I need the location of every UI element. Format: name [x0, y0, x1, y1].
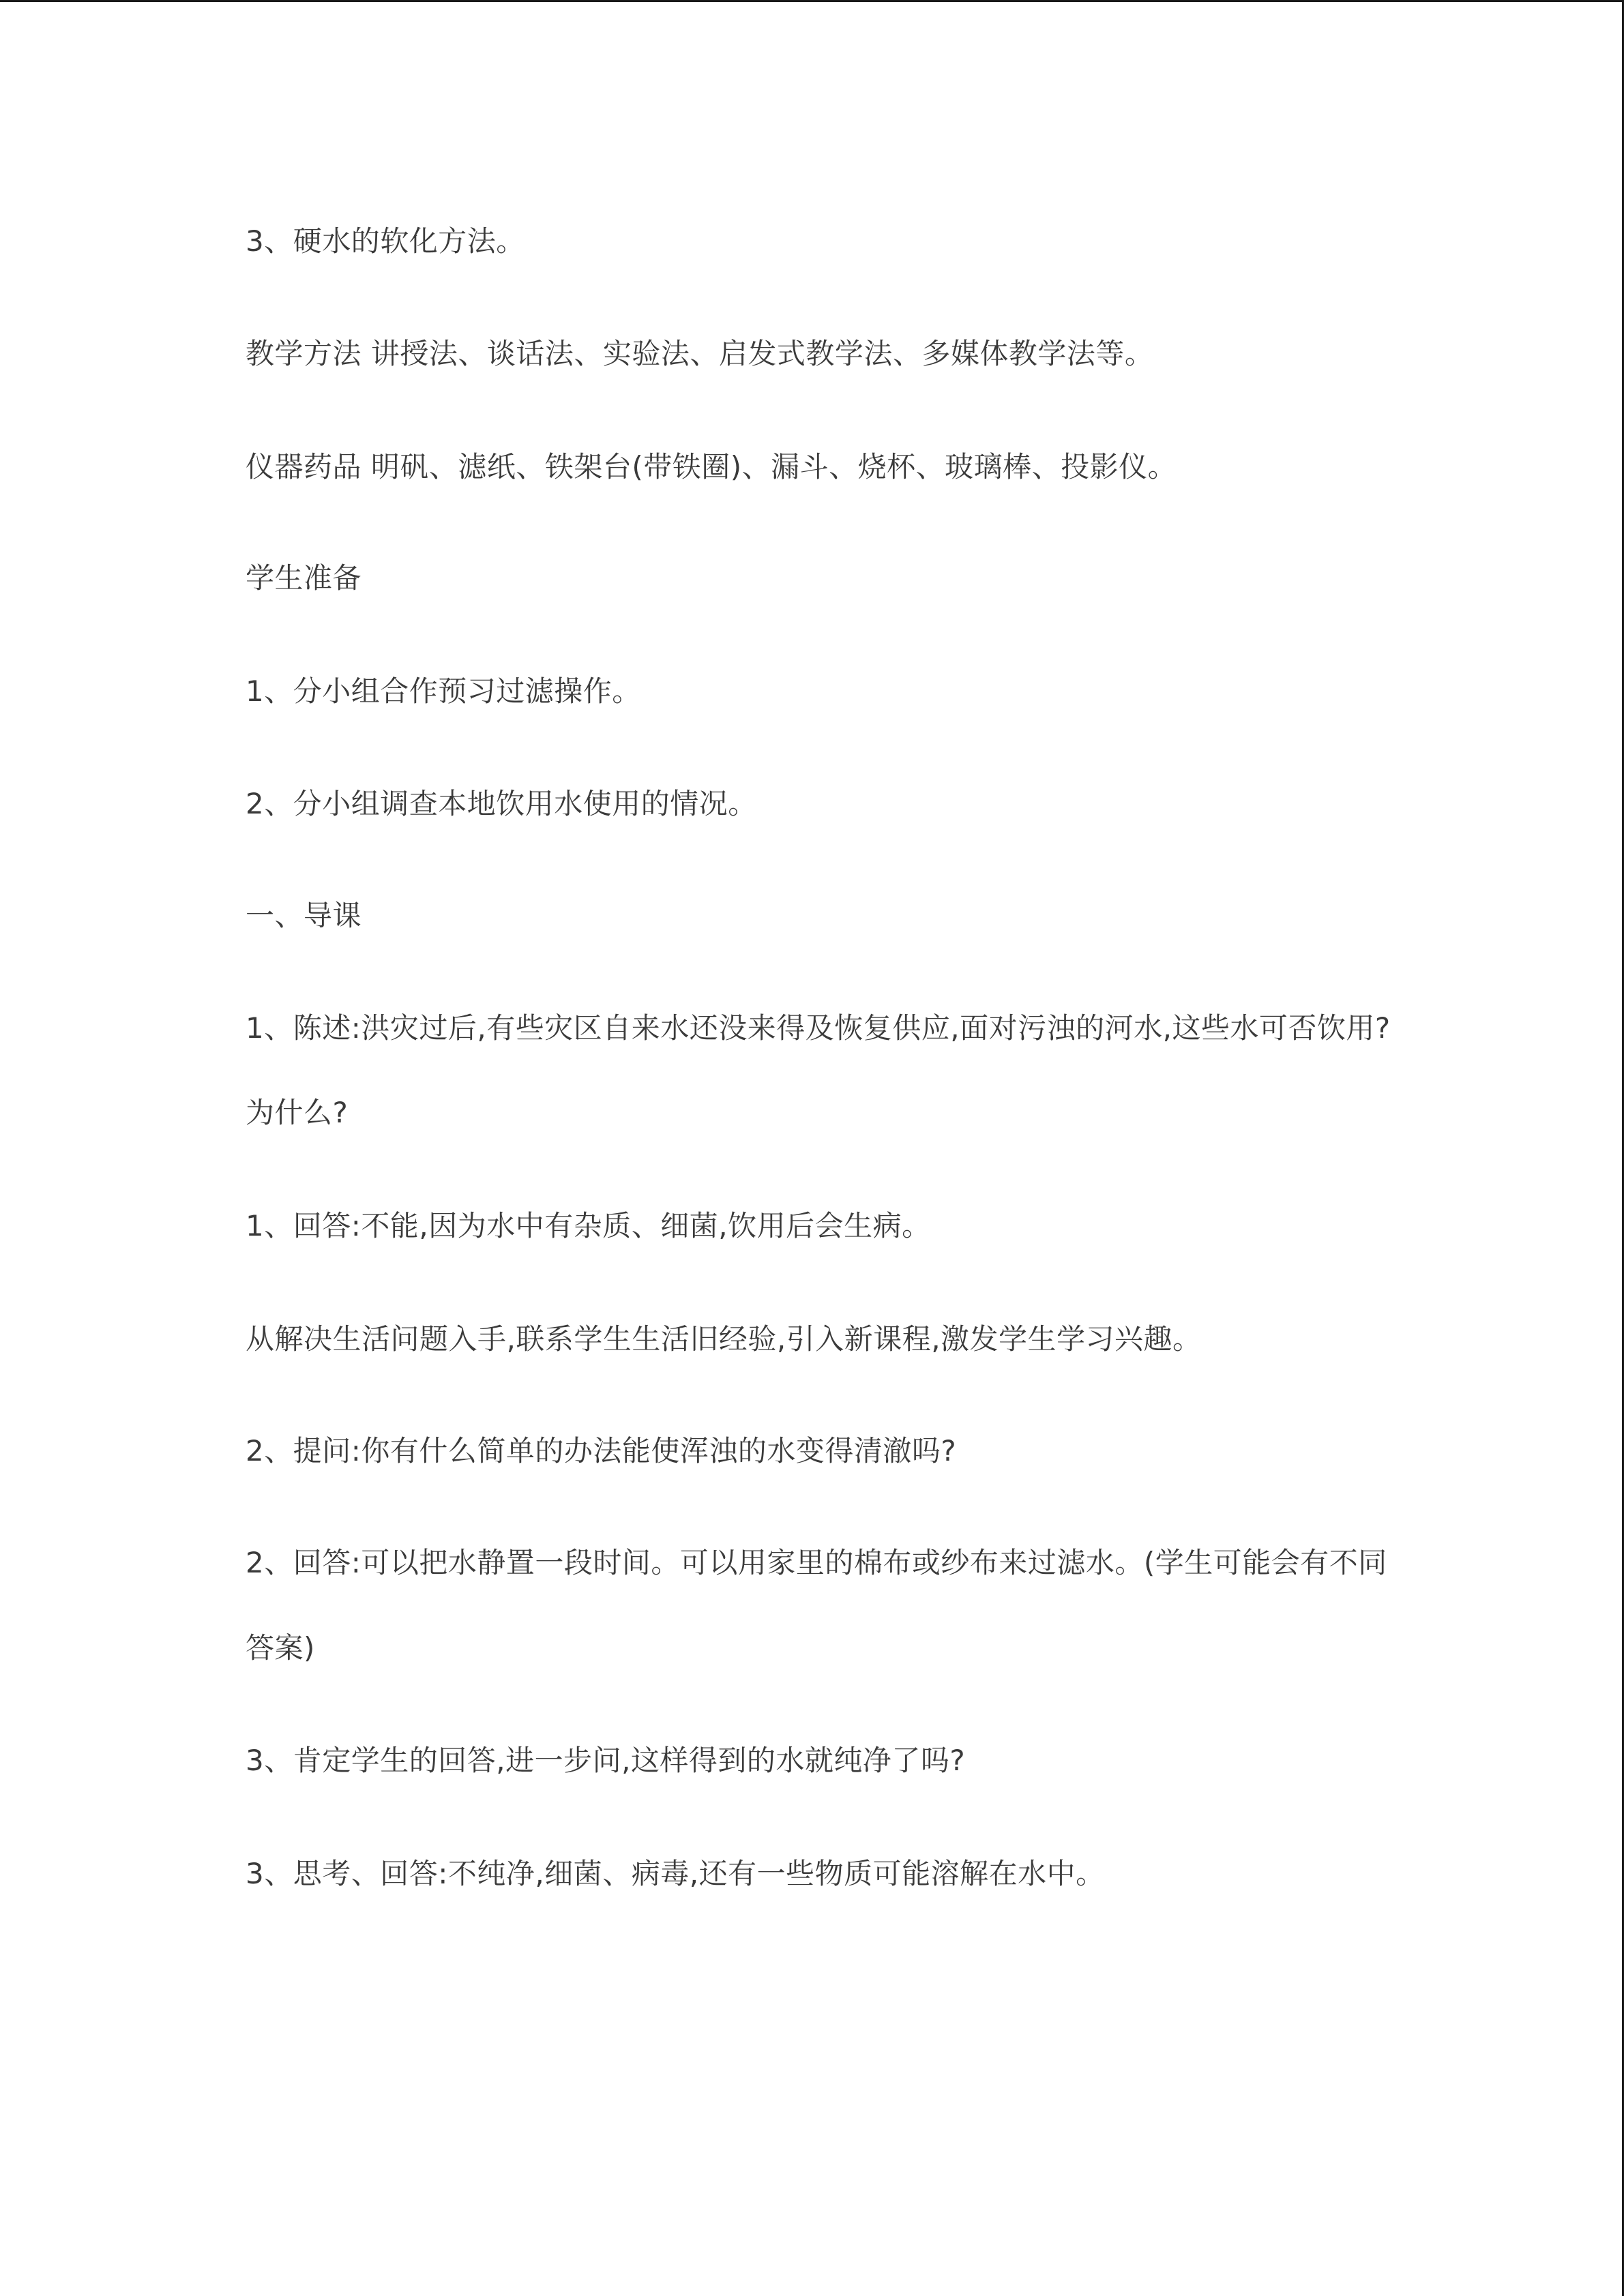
page-border-top	[0, 0, 1624, 2]
text-line-answer-2-cont: 答案)	[246, 1631, 315, 1665]
text-line-answer-2: 2、回答:可以把水静置一段时间。可以用家里的棉布或纱布来过滤水。(学生可能会有不同	[246, 1546, 1387, 1579]
text-line-teaching-methods: 教学方法 讲授法、谈话法、实验法、启发式教学法、多媒体教学法等。	[246, 337, 1154, 370]
text-line-prep-filtration: 1、分小组合作预习过滤操作。	[246, 674, 641, 708]
text-line-instruments-reagents: 仪器药品 明矾、滤纸、铁架台(带铁圈)、漏斗、烧杯、玻璃棒、投影仪。	[246, 450, 1177, 483]
text-line-hard-water-softening: 3、硬水的软化方法。	[246, 224, 525, 258]
text-line-statement-flood: 1、陈述:洪灾过后,有些灾区自来水还没来得及恢复供应,面对污浊的河水,这些水可否饮用?	[246, 1011, 1391, 1045]
text-line-prep-survey: 2、分小组调查本地饮用水使用的情况。	[246, 787, 757, 820]
text-line-question-2: 2、提问:你有什么简单的办法能使浑浊的水变得清澈吗?	[246, 1434, 957, 1467]
text-line-statement-why: 为什么?	[246, 1096, 349, 1129]
text-line-question-3: 3、肯定学生的回答,进一步问,这样得到的水就纯净了吗?	[246, 1744, 966, 1777]
text-line-student-preparation: 学生准备	[246, 561, 362, 595]
section-heading-introduction: 一、导课	[246, 899, 362, 932]
text-line-answer-1: 1、回答:不能,因为水中有杂质、细菌,饮用后会生病。	[246, 1209, 931, 1242]
text-line-answer-3: 3、思考、回答:不纯净,细菌、病毒,还有一些物质可能溶解在水中。	[246, 1857, 1105, 1890]
text-line-design-intent: 从解决生活问题入手,联系学生生活旧经验,引入新课程,激发学生学习兴趣。	[246, 1322, 1202, 1356]
